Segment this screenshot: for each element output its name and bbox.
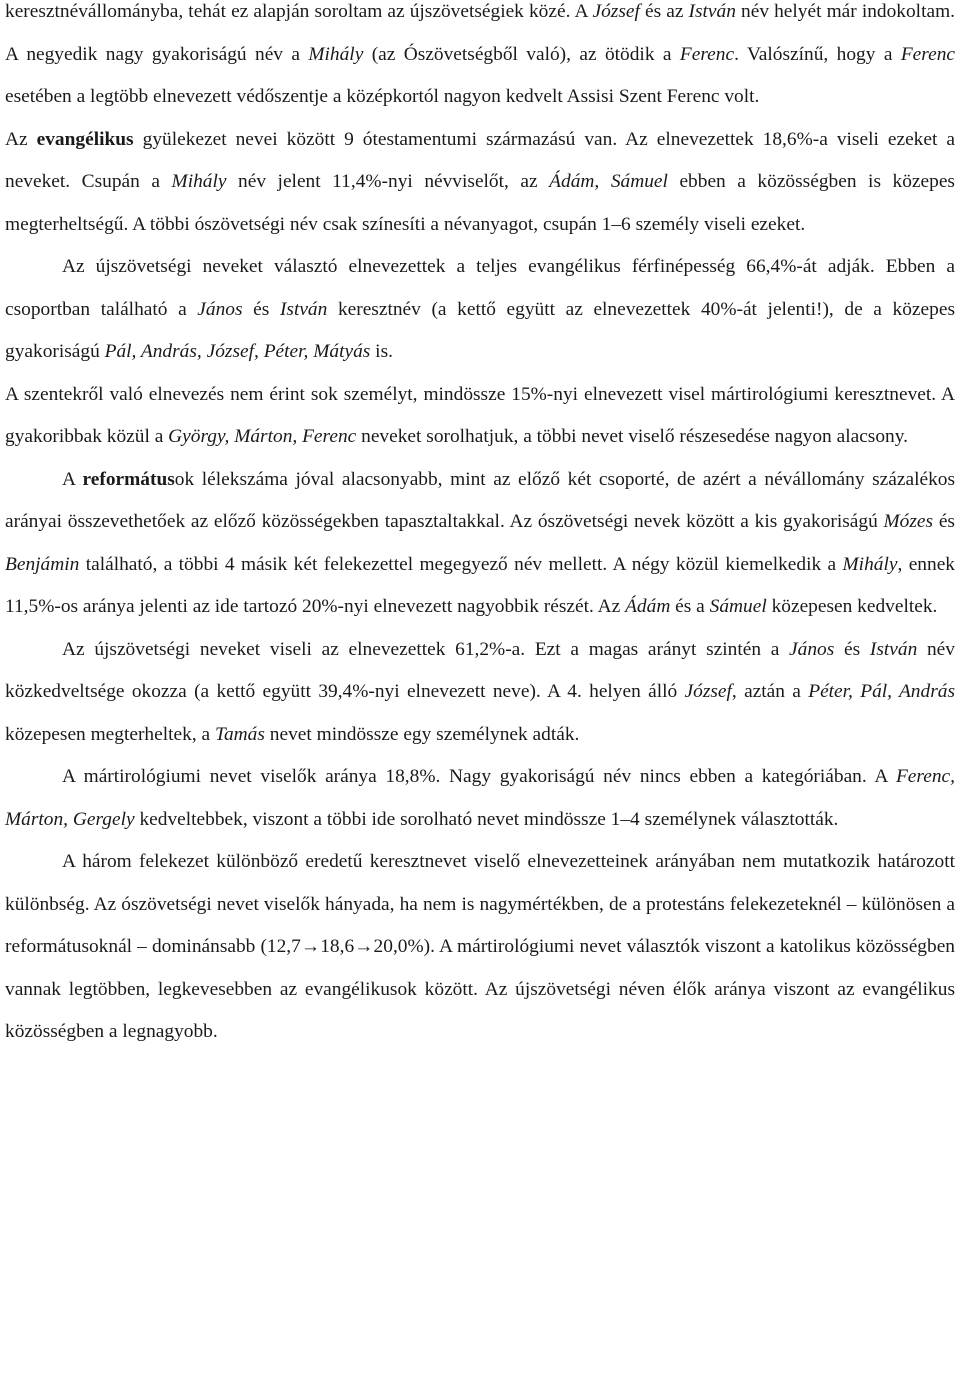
text-run: keresztnévállományba, tehát ez alapján soroltam az újszövetségiek közé. A [5,1,593,22]
italic-name: Mózes [883,511,934,532]
text-run: esetében a legtöbb elnevezett védőszentje a középkortól nagyon kedvelt Assisi Szent Ferenc volt. [5,86,760,107]
paragraph [5,246,955,374]
italic-name: József [684,681,732,702]
text-run: Az [5,128,37,150]
text-run: A [62,468,83,490]
italic-name: Sámuel [610,171,668,192]
text-run: nevet mindössze egy személynek adták. [264,723,580,745]
text-run: , ennek 11,5%-os aránya jelenti az ide tartozó 20%-nyi elnevezett nagyobbik részét. Az [5,553,955,617]
text-run: Az újszövetségi neveket választó elnevezettek a teljes evangélikus férfinépesség 66,4%-át adják. Ebben a csoportban található a [5,256,955,320]
italic-name: István [279,298,328,320]
italic-name: György, Márton, Ferenc [168,426,357,447]
italic-name: István [688,1,736,22]
text-run: . Valószínű, hogy a [734,43,901,65]
italic-name: Ferenc [900,43,955,65]
text-run: és [242,298,280,320]
bold-term: evangélikus [36,128,134,150]
bold-term: református [82,468,175,490]
italic-name: Ádám [625,596,671,617]
text-run: , [594,171,611,192]
text-run: is. [370,341,393,362]
italic-name: Pál, András, József, Péter, Mátyás [104,341,371,362]
text-run: ok lélekszáma jóval alacsonyabb, mint az előző két csoporté, de azért a névállomány százalékos arányai összevethetőek az előző közösségekben tapasztaltakkal. Az ószövetségi nevek között a kis gyakoriságú [5,468,956,532]
text-run: A szentekről való elnevezés nem érint sok személyt, mindössze 15%-nyi elnevezett visel mártirológiumi keresztnevet. A gyakoribbak közül a [5,383,955,447]
text-run: név jelent 11,4%-nyi névviselőt, az [226,171,550,192]
paragraph [5,756,955,841]
italic-name: Ferenc [679,43,735,65]
document-body [5,0,955,1054]
paragraph [5,629,955,757]
text-run: , aztán a [731,681,809,702]
italic-name: János [197,298,243,320]
text-run: keresztnév (a kettő együtt az elnevezettek 40%-át jelenti!), de a közepes gyakoriságú [5,298,955,362]
text-run: és az [639,1,689,22]
italic-name: Ferenc, Márton, Gergely [5,766,955,830]
text-run: név közkedveltsége okozza (a kettő együtt 39,4%-nyi elnevezett neve). A 4. helyen álló [5,638,955,702]
italic-name: Mihály [308,43,364,65]
italic-name: Tamás [214,723,265,745]
italic-name: Mihály [842,553,898,575]
text-run: közepesen megterheltek, a [5,723,215,745]
text-run: és [834,638,870,660]
text-run: közepesen kedveltek. [766,596,938,617]
paragraph [5,119,955,247]
text-run: kedveltebbek, viszont a többi ide sorolható nevet mindössze 1–4 személynek választották. [134,808,839,830]
italic-name: József [592,1,640,22]
paragraph [5,0,955,119]
text-run: A három felekezet különböző eredetű keresztnevet viselő elnevezetteinek arányában nem mutatkozik határozott különbség. Az ószövetségi nevet viselők hányada, ha nem is nagymértékben, de a protestáns felekezeteknél – különösen a reformátusoknál – dominánsabb (12,7→18,6→20,0%). A mártirológiumi nevet választók viszont a katolikus közösségben vannak legtöbben, legkevesebben az evangélikusok között. Az újszövetségi néven élők aránya viszont az evangélikus közösségben a legnagyobb. [5,851,955,1042]
text-run: (az Ószövetségből való), az ötödik a [363,43,680,65]
text-run: ebben a közösségben is közepes megterheltségű. A többi ószövetségi név csak színesíti a névanyagot, csupán 1–6 személy viseli ezeket. [5,171,955,235]
italic-name: István [869,638,918,660]
paragraph [5,374,955,459]
italic-name: Sámuel [709,596,767,617]
text-run: neveket sorolhatjuk, a többi nevet viselő részesedése nagyon alacsony. [356,426,909,447]
text-run: és [933,511,955,532]
italic-name: János [789,638,835,660]
italic-name: Péter, Pál, András [808,681,955,702]
text-run: Az újszövetségi neveket viseli az elnevezettek 61,2%-a. Ezt a magas arányt szintén a [62,638,790,660]
text-run: található, a többi 4 másik két felekezettel megegyező név mellett. A négy közül kiemelkedik a [79,553,843,575]
italic-name: Mihály [171,171,227,192]
paragraph [5,459,955,629]
text-run: és a [670,596,710,617]
text-run: A mártirológiumi nevet viselők aránya 18,8%. Nagy gyakoriságú név nincs ebben a kategóriában. A [62,766,896,787]
text-run: gyülekezet nevei között 9 ótestamentumi származású van. Az elnevezettek 18,6%-a viseli ezeket a neveket. Csupán a [5,128,955,192]
paragraph [5,841,955,1054]
text-run: név helyét már indokoltam. A negyedik nagy gyakoriságú név a [5,1,955,65]
italic-name: Ádám [549,171,595,192]
italic-name: Benjámin [5,553,80,575]
